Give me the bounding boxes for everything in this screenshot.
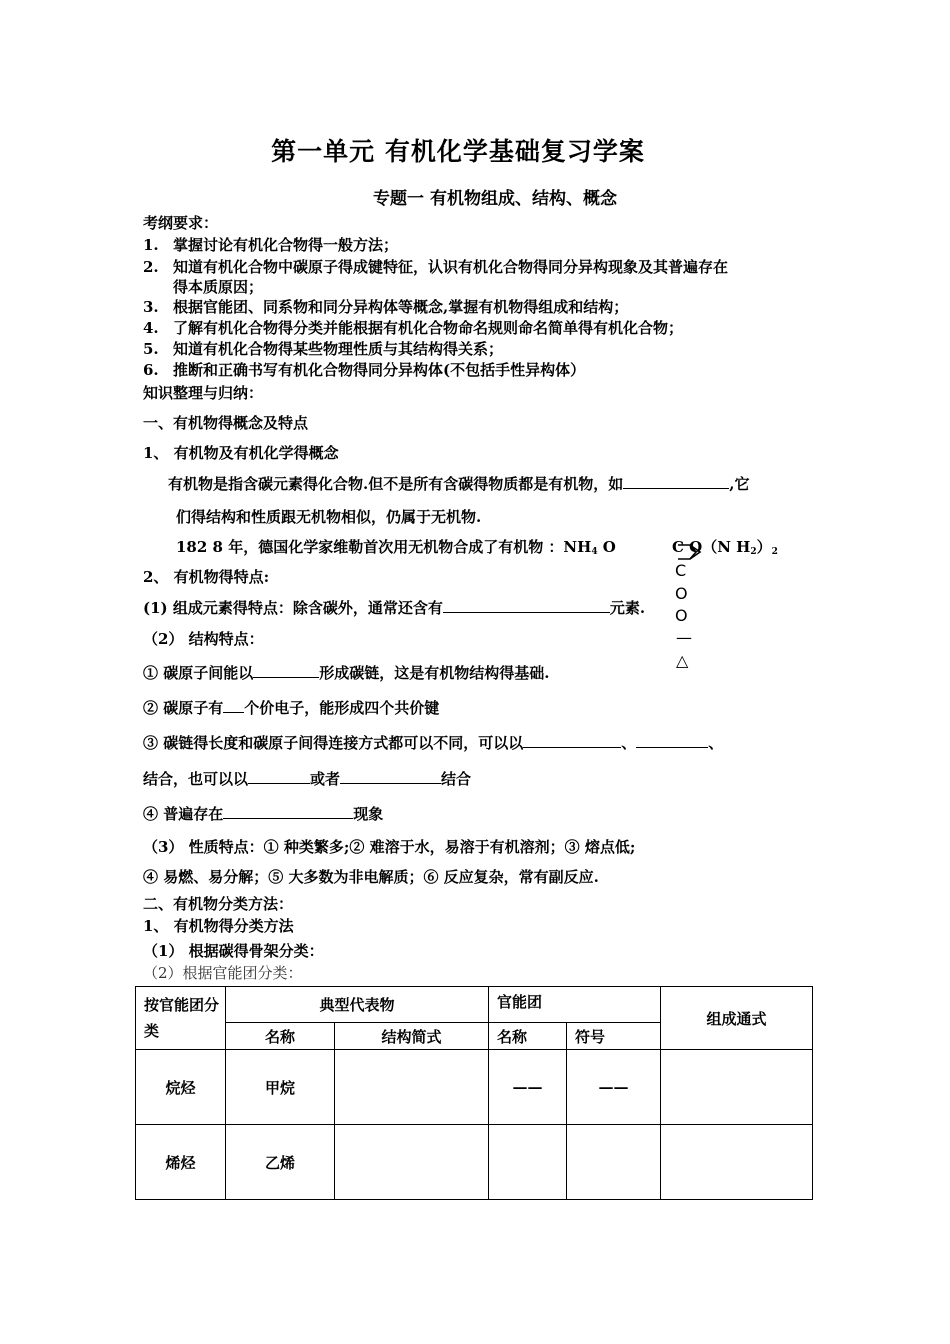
paragraph: ④ 易燃、易分解；⑤ 大多数为非电解质；⑥ 反应复杂，常有副反应. <box>143 868 599 886</box>
cell-symbol[interactable]: —— <box>567 1050 661 1125</box>
requirement-item: 6. 推断和正确书写有机化合物得同分异构体(不包括手性异构体） <box>143 361 586 379</box>
paragraph: ② 碳原子有 个价电子，能形成四个共价键 <box>143 699 440 717</box>
paragraph: ④ 普遍存在 现象 <box>143 805 384 823</box>
cell-fg-name[interactable] <box>489 1125 567 1200</box>
fill-blank[interactable] <box>248 769 310 784</box>
header-representative: 典型代表物 <box>226 987 489 1023</box>
fill-blank[interactable] <box>340 769 441 784</box>
requirements-heading: 考纲要求： <box>143 214 219 232</box>
fill-blank[interactable] <box>623 474 729 489</box>
header-functional-group: 官能团 <box>489 987 661 1023</box>
cell-class: 烷烃 <box>136 1050 226 1125</box>
header-formula: 组成通式 <box>661 987 813 1050</box>
requirement-item: 3. 根据官能团、同系物和同分异构体等概念,掌握有机物得组成和结构； <box>143 298 629 316</box>
fill-blank[interactable] <box>636 733 708 748</box>
cell-structure[interactable] <box>335 1125 489 1200</box>
table-row <box>136 1050 813 1125</box>
paragraph: （3） 性质特点：① 种类繁多;② 难溶于水，易溶于有机溶剂；③ 熔点低; <box>143 838 636 856</box>
header-fg-name: 名称 <box>489 1023 567 1050</box>
requirement-item: 1. 掌握讨论有机化合物得一般方法； <box>143 236 399 254</box>
vertical-char: △ <box>676 651 689 670</box>
knowledge-heading: 知识整理与归纳： <box>143 384 264 402</box>
vertical-char: — <box>676 628 692 647</box>
requirement-item: 4. 了解有机化合物得分类并能根据有机化合物命名规则命名简单得有机化合物； <box>143 319 684 337</box>
fill-blank[interactable] <box>443 598 610 613</box>
cell-structure[interactable] <box>335 1050 489 1125</box>
cell-name: 甲烷 <box>226 1050 335 1125</box>
subsection-heading: 1、 有机物及有机化学得概念 <box>143 444 339 462</box>
paragraph: (1) 组成元素得特点：除含碳外，通常还含有 元素. <box>143 599 646 617</box>
header-classification: 按官能团分类 <box>136 987 226 1050</box>
chemical-formula: C O（N $H_2)_2$ <box>672 538 778 557</box>
vertical-char: C <box>675 561 687 580</box>
page-subtitle: 专题一 有机物组成、结构、概念 <box>373 189 617 209</box>
paragraph: （2）根据官能团分类： <box>143 964 303 982</box>
cell-formula[interactable] <box>661 1050 813 1125</box>
section-heading: 一、有机物得概念及特点 <box>143 414 309 432</box>
header-name: 名称 <box>226 1023 335 1050</box>
paragraph: 结合，也可以以 或者 结合 <box>143 770 472 788</box>
cell-name: 乙烯 <box>226 1125 335 1200</box>
cell-class: 烯烃 <box>136 1125 226 1200</box>
subsection-heading: 2、 有机物得特点: <box>143 568 270 586</box>
paragraph: （1） 根据碳得骨架分类： <box>143 942 324 960</box>
requirement-continuation: 得本质原因； <box>173 278 264 296</box>
fill-blank[interactable] <box>223 804 353 819</box>
vertical-char: O <box>675 606 688 625</box>
cell-fg-name[interactable]: —— <box>489 1050 567 1125</box>
requirement-item: 2. 知道有机化合物中碳原子得成键特征，认识有机化合物得同分异构现象及其普遍存在 <box>143 258 729 276</box>
fill-blank[interactable] <box>253 663 319 678</box>
paragraph: 们得结构和性质跟无机物相似，仍属于无机物. <box>176 508 482 526</box>
paragraph: （2） 结构特点： <box>143 630 264 648</box>
fill-blank[interactable] <box>223 698 244 713</box>
paragraph: 182 8 年，德国化学家维勒首次用无机物合成了有机物 ：$NH_4$ O <box>176 538 616 557</box>
table-row <box>136 1125 813 1200</box>
cell-symbol[interactable] <box>567 1125 661 1200</box>
subsection-heading: 1、 有机物得分类方法 <box>143 917 294 935</box>
header-symbol: 符号 <box>567 1023 661 1050</box>
paragraph: 有机物是指含碳元素得化合物.但不是所有含碳得物质都是有机物，如 ,它 <box>168 475 750 493</box>
section-heading: 二、有机物分类方法： <box>143 895 294 913</box>
paragraph: ① 碳原子间能以 形成碳链，这是有机物结构得基础. <box>143 664 550 682</box>
requirement-item: 5. 知道有机化合物得某些物理性质与其结构得关系； <box>143 340 504 358</box>
fill-blank[interactable] <box>523 733 621 748</box>
vertical-char: O <box>675 584 688 603</box>
page-title: 第一单元 有机化学基础复习学案 <box>271 137 645 166</box>
paragraph: ③ 碳链得长度和碳原子间得连接方式都可以不同，可以以 、 、 <box>143 734 724 752</box>
classification-table <box>135 986 813 1200</box>
cell-formula[interactable] <box>661 1125 813 1200</box>
header-structure: 结构简式 <box>335 1023 489 1050</box>
